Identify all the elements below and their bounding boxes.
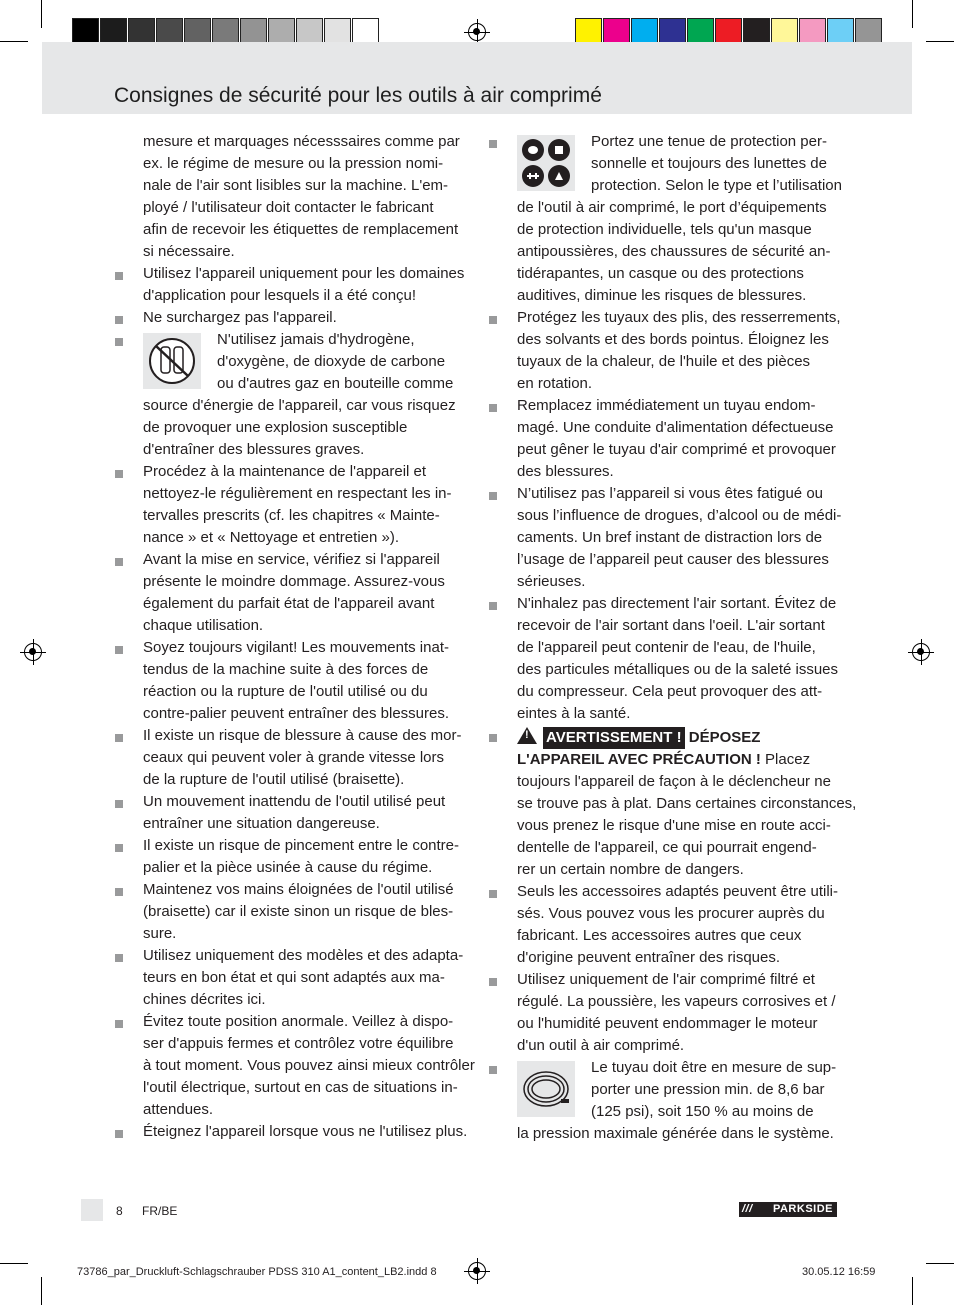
- text-line: Ne surchargez pas l'appareil.: [143, 309, 337, 326]
- text-line: ceaux qui peuvent voler à grande vitesse lors: [143, 749, 445, 766]
- text-line: protection. Selon le type et l’utilisation: [591, 177, 842, 194]
- text-line: présente le moindre dommage. Assurez-vous: [143, 573, 445, 590]
- text-line: chaque utilisation.: [143, 617, 264, 634]
- text-line: ou l'humidité peuvent endommager le moteur: [517, 1015, 818, 1032]
- bullet-icon: [115, 844, 123, 852]
- text-line: tuyaux de la chaleur, de l'huile et des pièces: [517, 353, 811, 370]
- bullet-icon: [489, 890, 497, 898]
- text-line: Soyez toujours vigilant! Les mouvements inat-: [143, 639, 449, 656]
- bullet-icon: [115, 1020, 123, 1028]
- text-line: de protection individuelle, tels qu'un masque: [517, 221, 812, 238]
- text-line: fabricant. Les accessoires autres que ceux: [517, 927, 802, 944]
- protective-equipment-icons: [517, 135, 575, 191]
- list-item: [114, 461, 468, 549]
- text-line: Il existe un risque de blessure à cause des mor-: [143, 727, 462, 744]
- list-item: [488, 593, 840, 725]
- list-item-gas-warning: [114, 329, 468, 461]
- bullet-icon: [489, 492, 497, 500]
- text-line: auditives, diminue les risques de blessures.: [517, 287, 807, 304]
- text-line: entraîner une situation dangereuse.: [143, 815, 380, 832]
- list-item: [114, 1121, 468, 1143]
- registration-mark-bottom: [468, 1262, 486, 1280]
- bullet-icon: [489, 602, 497, 610]
- bullet-icon: [115, 646, 123, 654]
- list-item: [488, 483, 840, 593]
- text-line: nale de l'air sont lisibles sur la machine. L'em-: [143, 177, 449, 194]
- text-line: d'application pour lesquels il a été conçu!: [143, 287, 417, 304]
- warning-heading-cont: L'APPAREIL AVEC PRÉCAUTION !: [517, 751, 761, 768]
- text-line: ou d'autres gaz en bouteille comme: [217, 375, 454, 392]
- air-hose-icon: [517, 1061, 575, 1117]
- text-line: Le tuyau doit être en mesure de sup-: [591, 1059, 837, 1076]
- list-item: [488, 969, 840, 1057]
- warning-heading: DÉPOSEZ: [688, 729, 761, 746]
- text-line: antipoussières, des chaussures de sécurité an-: [517, 243, 831, 260]
- text-line: d'origine peuvent entraîner des risques.: [517, 949, 781, 966]
- text-line: des particules métalliques ou de la saleté issues: [517, 661, 839, 678]
- registration-mark-right: [912, 643, 930, 661]
- text-line: dentelle de l'appareil, ce qui pourrait engend-: [517, 839, 817, 856]
- bullet-icon: [115, 954, 123, 962]
- text-line: mesure et marquages nécesssaires comme par: [143, 133, 460, 150]
- list-item: [114, 791, 468, 835]
- text-line: Éteignez l'appareil lorsque vous ne l'utilisez plus.: [143, 1123, 468, 1140]
- text-line: Utilisez uniquement des modèles et des adapta-: [143, 947, 464, 964]
- registration-mark-left: [24, 643, 42, 661]
- page-number: 8: [116, 1204, 123, 1218]
- text-line: Utilisez uniquement de l'air comprimé filtré et: [517, 971, 815, 988]
- text-line: la pression maximale générée dans le système.: [517, 1125, 834, 1142]
- text-line: vous prenez le risque d'une mise en route acci-: [517, 817, 831, 834]
- text-line: porter une pression min. de 8,6 bar: [591, 1081, 825, 1098]
- list-item: [488, 307, 840, 395]
- bullet-icon: [489, 404, 497, 412]
- text-line: l’usage de l’appareil peut causer des blessures: [517, 551, 829, 568]
- text-line: tidérapantes, un casque ou des protections: [517, 265, 804, 282]
- text-line: de provoquer une explosion susceptible: [143, 419, 408, 436]
- text-line: palier et la pièce usinée à cause du régime.: [143, 859, 433, 876]
- text-line: caments. Un bref instant de distraction lors de: [517, 529, 823, 546]
- text-line: Évitez toute position anormale. Veillez à dispo-: [143, 1013, 454, 1030]
- bullet-icon: [115, 888, 123, 896]
- text-line: sous l’influence de drogues, d’alcool ou de médi-: [517, 507, 842, 524]
- list-item-protective-equipment: [488, 131, 840, 307]
- list-item: [114, 725, 468, 791]
- text-line: teurs en bon état et qui sont adaptés aux ma-: [143, 969, 445, 986]
- print-slug-date: 30.05.12 16:59: [802, 1266, 876, 1278]
- text-line: tervalles prescrits (cf. les chapitres « Mainte-: [143, 507, 440, 524]
- text-line: toujours l'appareil de façon à le déclencheur ne: [517, 773, 831, 790]
- list-item: [114, 945, 468, 1011]
- brand-logo: [739, 1202, 837, 1217]
- bullet-icon: [115, 558, 123, 566]
- text-line: ser d'appuis fermes et contrôlez votre équilibre: [143, 1035, 454, 1052]
- text-line: Portez une tenue de protection per-: [591, 133, 827, 150]
- text-line: nance » et « Nettoyage et entretien »).: [143, 529, 400, 546]
- text-line: recevoir de l'air sortant dans l'oeil. L'air sortant: [517, 617, 825, 634]
- text-line: sés. Vous pouvez vous les procurer auprès du: [517, 905, 825, 922]
- no-gas-bottles-icon: [143, 333, 201, 389]
- text-line: de l'appareil peut contenir de l'eau, de l'huile,: [517, 639, 816, 656]
- bullet-icon: [115, 800, 123, 808]
- page-number-box: [81, 1199, 103, 1221]
- text-line: (125 psi), soit 150 % au moins de: [591, 1103, 814, 1120]
- text-line: Un mouvement inattendu de l'outil utilisé peut: [143, 793, 446, 810]
- text-line: des solvants et des bords pointus. Éloignez les: [517, 331, 829, 348]
- text-line: d'oxygène, de dioxyde de carbone: [217, 353, 446, 370]
- left-column: [114, 131, 475, 1143]
- text-line: Remplacez immédiatement un tuyau endom-: [517, 397, 816, 414]
- text-line: Procédez à la maintenance de l'appareil et: [143, 463, 427, 480]
- text-line: Seuls les accessoires adaptés peuvent être utili-: [517, 883, 839, 900]
- text-line: N'utilisez jamais d'hydrogène,: [217, 331, 415, 348]
- text-line: peut gêner le tuyau d'air comprimé et provoquer: [517, 441, 836, 458]
- bullet-icon: [115, 734, 123, 742]
- bullet-icon: [489, 978, 497, 986]
- list-item-continuation: [114, 131, 468, 263]
- text-line: Maintenez vos mains éloignées de l'outil utilisé: [143, 881, 454, 898]
- text-line: en rotation.: [517, 375, 593, 392]
- text-line: (braisette) car il existe sinon un risque de bles-: [143, 903, 454, 920]
- text-line: de l'outil à air comprimé, le port d’équipements: [517, 199, 827, 216]
- text-line: chines décrites ici.: [143, 991, 266, 1008]
- text-line: Protégez les tuyaux des plis, des resserrements,: [517, 309, 841, 326]
- text-line: ployé / l'utilisateur doit contacter le fabricant: [143, 199, 434, 216]
- bullet-icon: [489, 316, 497, 324]
- text-line: attendues.: [143, 1101, 214, 1118]
- text-line: d'entraîner des blessures graves.: [143, 441, 365, 458]
- list-item: [114, 835, 468, 879]
- text-line: ex. le régime de mesure ou la pression nomi-: [143, 155, 444, 172]
- text-line: magé. Une conduite d'alimentation défectueuse: [517, 419, 834, 436]
- text-line: du compresseur. Cela peut provoquer des att-: [517, 683, 823, 700]
- text-line: source d'énergie de l'appareil, car vous risquez: [143, 397, 456, 414]
- bullet-icon: [115, 1130, 123, 1138]
- text-line: d'un outil à air comprimé.: [517, 1037, 685, 1054]
- warning-triangle-icon: !: [517, 725, 543, 749]
- brand-name: PARKSIDE: [772, 1203, 833, 1215]
- text-line: N’utilisez pas l’appareil si vous êtes fatigué ou: [517, 485, 823, 502]
- text-line: à tout moment. Vous pouvez ainsi mieux contrôler: [143, 1057, 475, 1074]
- bullet-icon: [489, 1066, 497, 1074]
- text-line: Avant la mise en service, vérifiez si l'appareil: [143, 551, 440, 568]
- language-code: FR/BE: [142, 1204, 178, 1218]
- text-line: se trouve pas à plat. Dans certaines circonstances,: [517, 795, 857, 812]
- text-line: des blessures.: [517, 463, 614, 480]
- bullet-icon: [489, 734, 497, 742]
- text-line: sonnelle et toujours des lunettes de: [591, 155, 827, 172]
- text-line: afin de recevoir les étiquettes de remplacement: [143, 221, 459, 238]
- text-line: nettoyez-le régulièrement en respectant les in-: [143, 485, 452, 502]
- list-item: [114, 263, 468, 307]
- text-line: Il existe un risque de pincement entre le contre-: [143, 837, 460, 854]
- text-line: contre-palier peuvent entraîner des blessures.: [143, 705, 450, 722]
- text-line: N'inhalez pas directement l'air sortant. Évitez de: [517, 595, 837, 612]
- list-item: [114, 549, 468, 637]
- text-line: Utilisez l'appareil uniquement pour les domaines: [143, 265, 465, 282]
- list-item: [114, 879, 468, 945]
- text-line: eintes à la santé.: [517, 705, 631, 722]
- list-item-hose: [488, 1057, 840, 1145]
- right-column: [488, 131, 857, 1145]
- text-line: si nécessaire.: [143, 243, 235, 260]
- warning-text-start: Placez: [760, 751, 811, 768]
- list-item: [114, 637, 468, 725]
- print-slug-file: 73786_par_Druckluft-Schlagschrauber PDSS 310 A1_content_LB2.indd 8: [77, 1266, 437, 1278]
- page-title: Consignes de sécurité pour les outils à air comprimé: [114, 84, 602, 107]
- list-item: [114, 307, 468, 329]
- bullet-icon: [115, 316, 123, 324]
- list-item: [488, 881, 840, 969]
- bullet-icon: [115, 272, 123, 280]
- warning-label: AVERTISSEMENT !: [543, 727, 685, 749]
- text-line: régulé. La poussière, les vapeurs corrosives et /: [517, 993, 836, 1010]
- bullet-icon: [115, 470, 123, 478]
- text-line: rer un certain nombre de dangers.: [517, 861, 744, 878]
- list-item: [114, 1011, 475, 1121]
- registration-mark-top: [468, 23, 486, 41]
- text-line: l'outil électrique, surtout en cas de situations in-: [143, 1079, 458, 1096]
- brand-slashes: ///: [742, 1203, 753, 1215]
- list-item-warning: [488, 725, 857, 881]
- text-line: tendus de la machine suite à des forces de: [143, 661, 429, 678]
- text-line: de la rupture de l'outil utilisé (braisette).: [143, 771, 405, 788]
- bullet-icon: [115, 338, 123, 346]
- text-line: sérieuses.: [517, 573, 586, 590]
- text-line: également du parfait état de l'appareil avant: [143, 595, 435, 612]
- list-item: [488, 395, 840, 483]
- bullet-icon: [489, 140, 497, 148]
- text-line: sure.: [143, 925, 177, 942]
- text-line: réaction ou la rupture de l'outil utilisé ou du: [143, 683, 428, 700]
